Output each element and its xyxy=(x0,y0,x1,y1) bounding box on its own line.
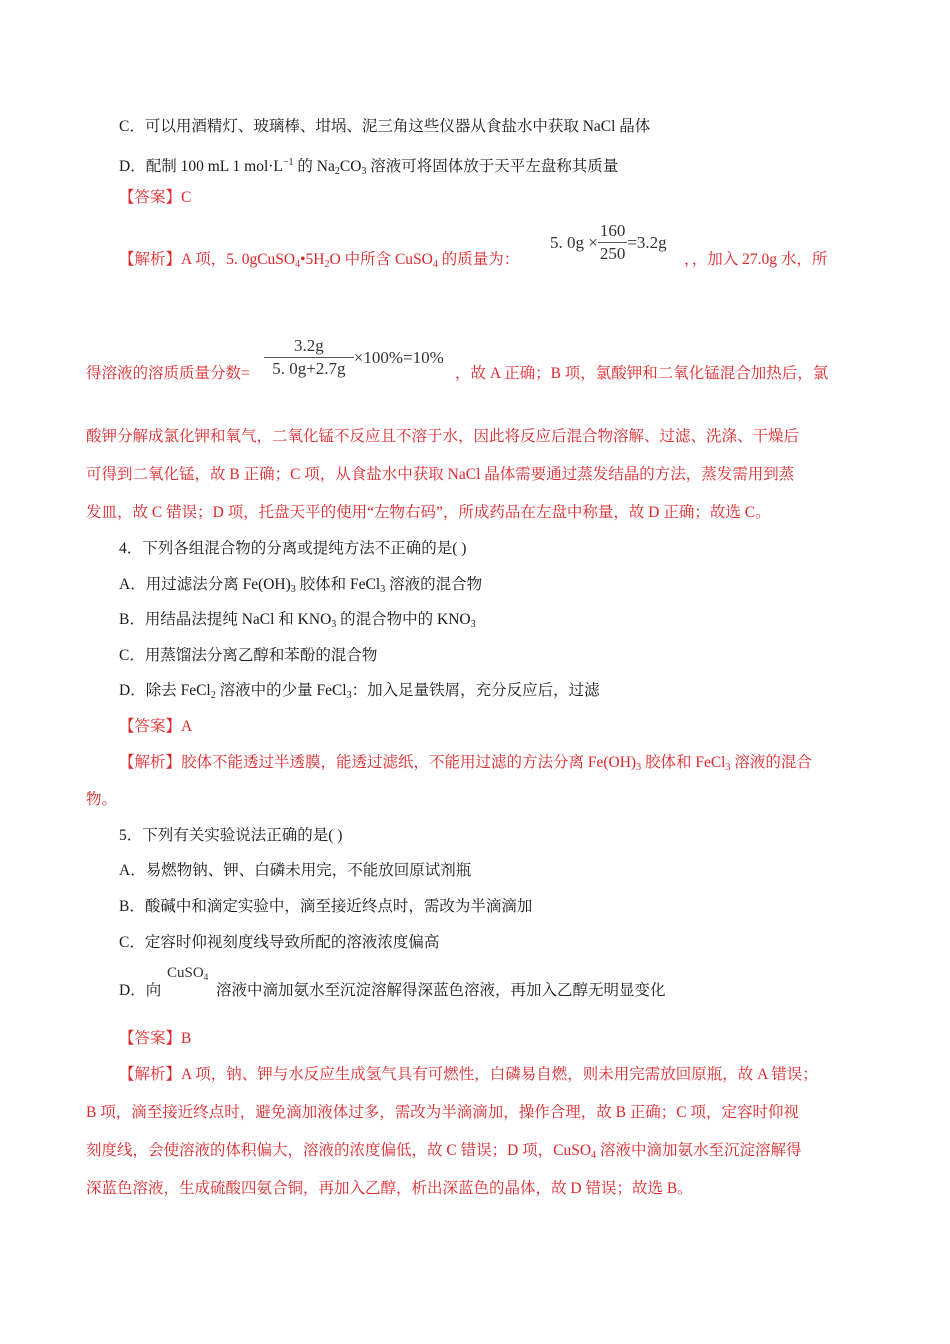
q3-d-mid: 的 Na xyxy=(293,158,335,175)
q3-analysis-line1-tail: ，，加入 27.0g 水，所 xyxy=(684,251,828,268)
formula-mass-fraction xyxy=(264,335,444,380)
q4-an-l1-mid: 胶体和 FeCl xyxy=(641,754,726,771)
formula2-num: 3.2g xyxy=(264,335,354,358)
q4-a-mid: 胶体和 FeCl xyxy=(295,576,381,593)
q5-option-a: A．易燃物钠、钾、白磷未用完，不能放回原试剂瓶 xyxy=(119,862,472,879)
q5-option-d-post: 溶液中滴加氨水至沉淀溶解得深蓝色溶液，再加入乙醇无明显变化 xyxy=(216,982,666,999)
q5-an-l3-pre: 刻度线，会使溶液的体积偏大，溶液的浓度偏低，故 C 错误；D 项，CuSO xyxy=(86,1142,592,1159)
q5-an-l3-post: 溶液中滴加氨水至沉淀溶解得 xyxy=(596,1142,802,1159)
q3-analysis-line4: 可得到二氧化锰，故 B 正确；C 项，从食盐水中获取 NaCl 晶体需要通过蒸发结晶的方法，蒸发需用到蒸 xyxy=(86,466,795,483)
q4-d-pre: D．除去 FeCl xyxy=(119,682,211,699)
q4-a-pre: A．用过滤法分离 Fe(OH) xyxy=(119,576,291,593)
q5-analysis-line4: 深蓝色溶液，生成硫酸四氨合铜，再加入乙醇，析出深蓝色的晶体，故 D 错误；故选 B。 xyxy=(86,1180,693,1197)
q4-b-sub2: 3 xyxy=(470,619,476,630)
q3-analysis-line1 xyxy=(119,249,519,276)
q3-an-l1-mid2: O 中所含 CuSO xyxy=(329,251,433,268)
q3-an-l1-post: 的质量为： xyxy=(437,251,520,268)
q4-option-c: C．用蒸馏法分离乙醇和苯酚的混合物 xyxy=(119,647,378,664)
q5-d-formula-text: CuSO xyxy=(167,965,204,981)
q3-analysis-line5: 发皿，故 C 错误；D 项，托盘天平的使用“左物右码”，所成药品在左盘中称量，故 D 正确；故选 C。 xyxy=(86,504,771,521)
q5-analysis-line3 xyxy=(86,1140,801,1167)
q4-a-sub2: 3 xyxy=(380,584,386,595)
q5-analysis-line2: B 项，滴至接近终点时，避免滴加液体过多，需改为半滴滴加，操作合理，故 B 正确；C 项，定容时仰视 xyxy=(86,1104,800,1121)
q3-option-c: C．可以用酒精灯、玻璃棒、坩埚、泥三角这些仪器从食盐水中获取 NaCl 晶体 xyxy=(119,118,651,135)
q4-b-pre: B．用结晶法提纯 NaCl 和 KNO xyxy=(119,611,332,628)
q4-b-sub1: 3 xyxy=(331,619,337,630)
q4-d-sub2: 3 xyxy=(346,690,352,701)
q4-an-l1-sub1: 3 xyxy=(636,762,642,773)
q4-an-l1-sub2: 3 xyxy=(725,762,731,773)
q5-option-d-formula xyxy=(167,965,208,982)
q5-option-d-pre: D．向 xyxy=(119,982,162,999)
q4-analysis-line2: 物。 xyxy=(86,791,118,808)
q4-an-l1-post: 溶液的混合 xyxy=(730,754,812,771)
formula2-right: ×100%=10% xyxy=(353,347,444,367)
q4-a-sub1: 3 xyxy=(290,584,296,595)
formula1-right: =3.2g xyxy=(627,232,667,252)
q5-analysis-line1: 【解析】A 项，钠、钾与水反应生成氢气具有可燃性，白磷易自燃，则未用完需放回原瓶，故 A 错误； xyxy=(119,1066,818,1083)
q4-an-l1-pre: 【解析】胶体不能透过半透膜，能透过滤纸，不能用过滤的方法分离 Fe(OH) xyxy=(119,754,637,771)
q3-d-sup: −1 xyxy=(282,157,294,168)
q4-option-b xyxy=(119,609,476,636)
q3-an-l1-pre: 【解析】A 项，5. 0gCuSO xyxy=(119,251,296,268)
q3-an-l1-sub3: 4 xyxy=(432,259,438,270)
q5-stem: 5．下列有关实验说法正确的是( ) xyxy=(119,827,343,844)
formula2-fraction xyxy=(264,335,354,380)
q5-option-b: B．酸碱中和滴定实验中，滴至接近终点时，需改为半滴滴加 xyxy=(119,898,533,915)
formula2-den: 5. 0g+2.7g xyxy=(272,359,346,378)
q5-an-l3-sub: 4 xyxy=(591,1150,597,1161)
q3-an-l1-sub1: 4 xyxy=(295,259,301,270)
q3-an-l1-sub2: 2 xyxy=(324,259,330,270)
q4-d-post: ：加入足量铁屑，充分反应后，过滤 xyxy=(351,682,600,699)
q3-analysis-line3: 酸钾分解成氯化钾和氧气，二氧化锰不反应且不溶于水，因此将反应后混合物溶解、过滤、洗涤、干燥后 xyxy=(86,428,800,445)
q3-d-pre: D．配制 100 mL 1 mol·L xyxy=(119,158,283,175)
q4-b-post: 的混合物中的 KNO xyxy=(336,611,471,628)
q3-d-sub2: 3 xyxy=(361,166,367,177)
q4-d-sub1: 2 xyxy=(210,690,216,701)
q3-option-d xyxy=(119,152,618,183)
q4-stem: 4．下列各组混合物的分离或提纯方法不正确的是( ) xyxy=(119,540,467,557)
formula1-den: 250 xyxy=(599,244,626,263)
q3-d-mid2: CO xyxy=(339,158,362,175)
formula1-fraction xyxy=(598,220,628,265)
formula1-num: 160 xyxy=(598,220,628,243)
q3-analysis-line2-pre: 得溶液的溶质质量分数= xyxy=(86,365,250,382)
q4-analysis-line1 xyxy=(119,752,812,779)
q3-d-post: 溶液可将固体放于天平左盘称其质量 xyxy=(366,158,619,175)
q5-d-formula-sub: 4 xyxy=(203,972,209,982)
q3-d-sub1: 2 xyxy=(334,166,340,177)
q4-option-d xyxy=(119,680,600,707)
q5-answer: 【答案】B xyxy=(119,1030,192,1047)
q4-a-post: 溶液的混合物 xyxy=(385,576,483,593)
formula1-left: 5. 0g × xyxy=(550,232,598,252)
q4-answer: 【答案】A xyxy=(119,718,193,735)
q5-option-c: C．定容时仰视刻度线导致所配的溶液浓度偏高 xyxy=(119,934,440,951)
formula-cuso4-mass xyxy=(550,220,667,265)
q3-answer: 【答案】C xyxy=(119,189,192,206)
q3-an-l1-mid: •5H xyxy=(300,251,325,268)
q4-d-mid: 溶液中的少量 FeCl xyxy=(215,682,347,699)
q3-analysis-line2-post: ，故 A 正确；B 项，氯酸钾和二氧化锰混合加热后，氯 xyxy=(455,365,829,382)
q4-option-a xyxy=(119,574,482,601)
